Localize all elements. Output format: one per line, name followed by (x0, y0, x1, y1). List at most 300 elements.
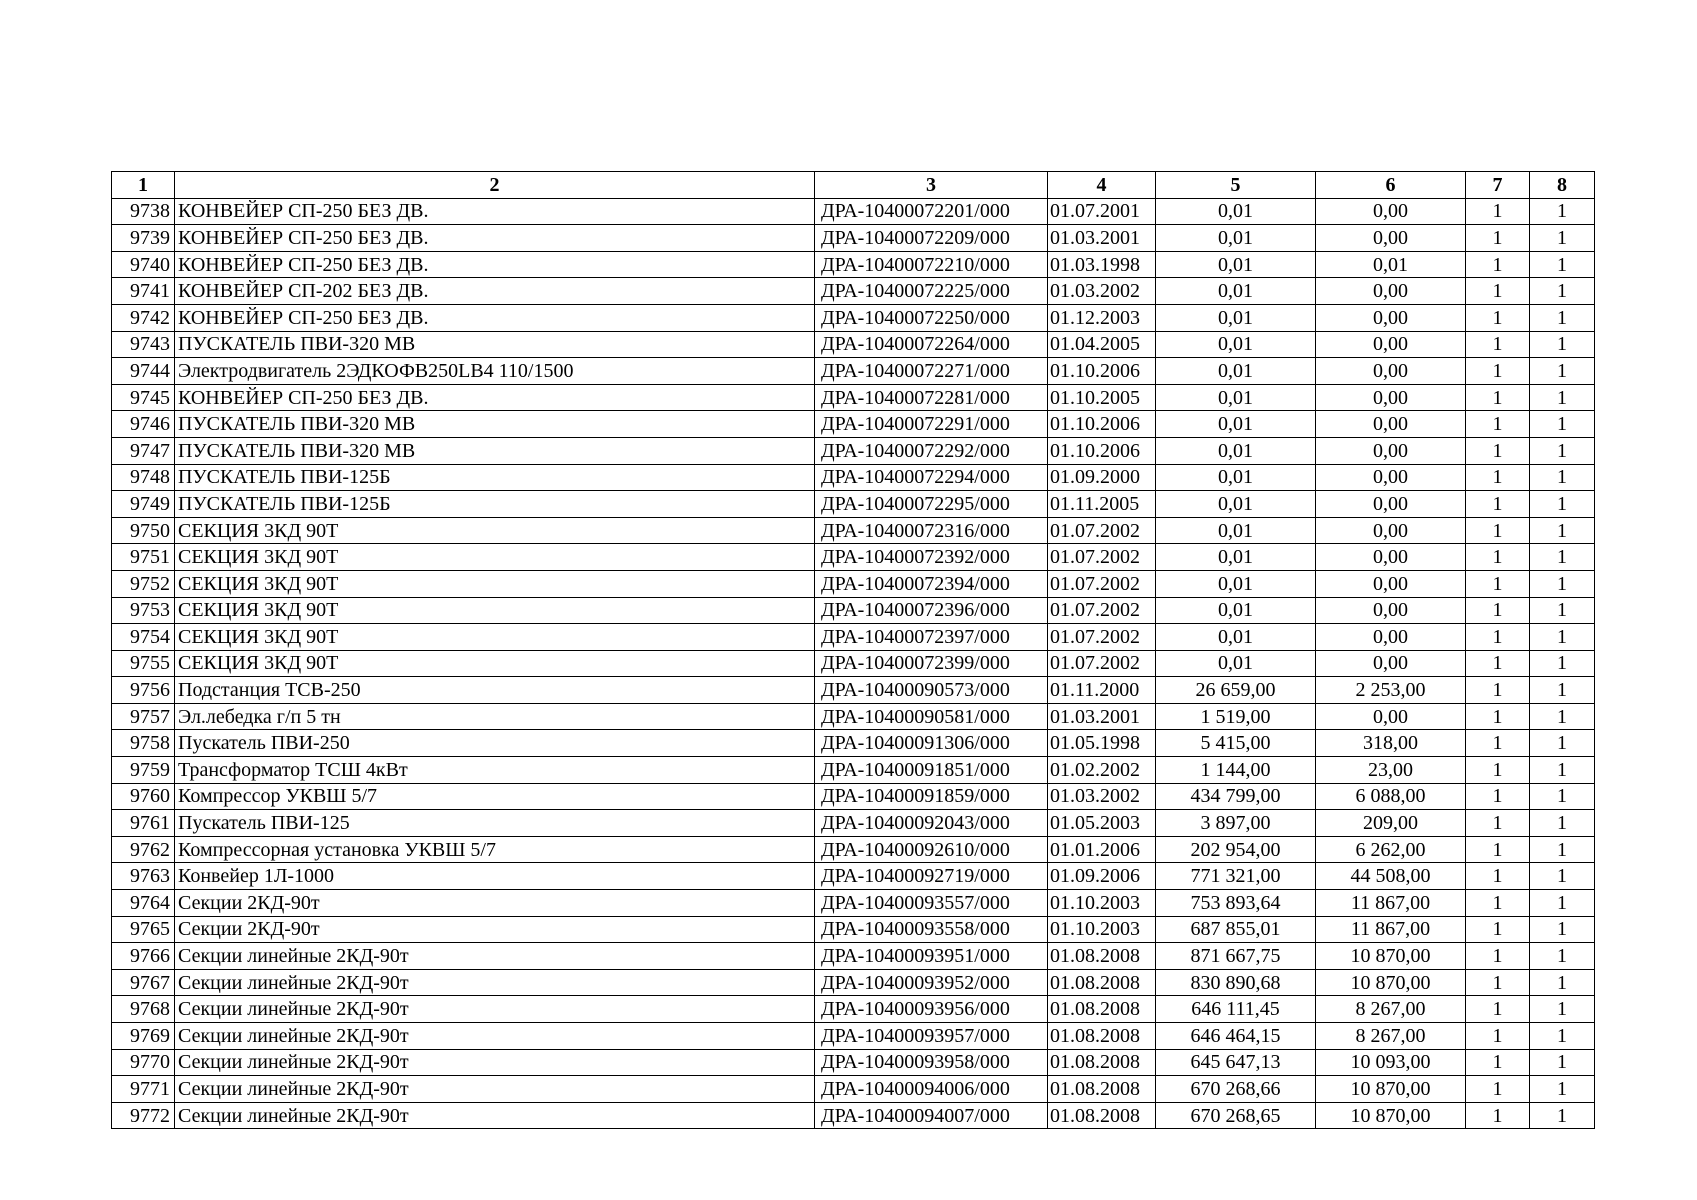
row-number-cell: 9748 (112, 464, 175, 491)
value-col8-cell: 1 (1530, 624, 1595, 651)
table-row (112, 464, 1595, 491)
value-col6-cell: 0,00 (1316, 597, 1466, 624)
table-row (112, 358, 1595, 385)
value-col6-cell: 0,00 (1316, 570, 1466, 597)
date-cell: 01.10.2006 (1048, 358, 1156, 385)
value-col5-cell: 670 268,65 (1156, 1102, 1316, 1129)
inventory-code-cell: ДРА-10400092610/000 (815, 836, 1048, 863)
table-row (112, 1049, 1595, 1076)
value-col5-cell: 26 659,00 (1156, 677, 1316, 704)
value-col5-cell: 0,01 (1156, 411, 1316, 438)
date-cell: 01.07.2002 (1048, 597, 1156, 624)
table-row (112, 491, 1595, 518)
table-row (112, 996, 1595, 1023)
value-col8-cell: 1 (1530, 437, 1595, 464)
value-col8-cell: 1 (1530, 783, 1595, 810)
table-row (112, 331, 1595, 358)
row-number-cell: 9769 (112, 1023, 175, 1050)
table-row (112, 943, 1595, 970)
date-cell: 01.04.2005 (1048, 331, 1156, 358)
item-name-cell: КОНВЕЙЕР СП-250 БЕЗ ДВ. (175, 384, 815, 411)
value-col8-cell: 1 (1530, 464, 1595, 491)
value-col6-cell: 0,00 (1316, 384, 1466, 411)
table-row (112, 437, 1595, 464)
row-number-cell: 9770 (112, 1049, 175, 1076)
value-col6-cell: 0,00 (1316, 650, 1466, 677)
row-number-cell: 9765 (112, 916, 175, 943)
date-cell: 01.03.2002 (1048, 783, 1156, 810)
value-col6-cell: 23,00 (1316, 757, 1466, 784)
value-col8-cell: 1 (1530, 916, 1595, 943)
item-name-cell: Секции 2КД-90т (175, 916, 815, 943)
table-row (112, 650, 1595, 677)
date-cell: 01.03.2001 (1048, 225, 1156, 252)
value-col6-cell: 11 867,00 (1316, 916, 1466, 943)
value-col8-cell: 1 (1530, 890, 1595, 917)
date-cell: 01.07.2002 (1048, 650, 1156, 677)
value-col7-cell: 1 (1466, 916, 1530, 943)
value-col7-cell: 1 (1466, 517, 1530, 544)
value-col7-cell: 1 (1466, 863, 1530, 890)
table-row (112, 836, 1595, 863)
value-col7-cell: 1 (1466, 969, 1530, 996)
column-header-2: 2 (175, 172, 815, 199)
date-cell: 01.08.2008 (1048, 969, 1156, 996)
inventory-code-cell: ДРА-10400072294/000 (815, 464, 1048, 491)
inventory-code-cell: ДРА-10400093952/000 (815, 969, 1048, 996)
value-col6-cell: 6 262,00 (1316, 836, 1466, 863)
value-col8-cell: 1 (1530, 251, 1595, 278)
date-cell: 01.08.2008 (1048, 943, 1156, 970)
value-col7-cell: 1 (1466, 836, 1530, 863)
table-row (112, 517, 1595, 544)
value-col6-cell: 10 870,00 (1316, 1076, 1466, 1103)
value-col6-cell: 0,00 (1316, 517, 1466, 544)
value-col6-cell: 6 088,00 (1316, 783, 1466, 810)
value-col5-cell: 646 464,15 (1156, 1023, 1316, 1050)
value-col6-cell: 10 093,00 (1316, 1049, 1466, 1076)
value-col5-cell: 0,01 (1156, 650, 1316, 677)
table-row (112, 411, 1595, 438)
value-col7-cell: 1 (1466, 1023, 1530, 1050)
value-col7-cell: 1 (1466, 437, 1530, 464)
row-number-cell: 9739 (112, 225, 175, 252)
value-col8-cell: 1 (1530, 198, 1595, 225)
value-col5-cell: 0,01 (1156, 358, 1316, 385)
table-row (112, 703, 1595, 730)
column-header-4: 4 (1048, 172, 1156, 199)
value-col6-cell: 0,00 (1316, 225, 1466, 252)
value-col6-cell: 11 867,00 (1316, 890, 1466, 917)
table-row (112, 304, 1595, 331)
value-col6-cell: 0,00 (1316, 624, 1466, 651)
value-col5-cell: 0,01 (1156, 304, 1316, 331)
date-cell: 01.07.2002 (1048, 570, 1156, 597)
table-row (112, 1023, 1595, 1050)
row-number-cell: 9749 (112, 491, 175, 518)
date-cell: 01.03.2001 (1048, 703, 1156, 730)
value-col7-cell: 1 (1466, 331, 1530, 358)
date-cell: 01.10.2003 (1048, 890, 1156, 917)
date-cell: 01.03.2002 (1048, 278, 1156, 305)
date-cell: 01.03.1998 (1048, 251, 1156, 278)
value-col5-cell: 0,01 (1156, 464, 1316, 491)
value-col7-cell: 1 (1466, 757, 1530, 784)
date-cell: 01.09.2000 (1048, 464, 1156, 491)
column-header-8: 8 (1530, 172, 1595, 199)
value-col8-cell: 1 (1530, 996, 1595, 1023)
row-number-cell: 9740 (112, 251, 175, 278)
value-col5-cell: 0,01 (1156, 437, 1316, 464)
item-name-cell: Трансформатор ТСШ 4кВт (175, 757, 815, 784)
item-name-cell: Пускатель ПВИ-125 (175, 810, 815, 837)
table-row (112, 916, 1595, 943)
item-name-cell: Электродвигатель 2ЭДКОФВ250LB4 110/1500 (175, 358, 815, 385)
row-number-cell: 9743 (112, 331, 175, 358)
row-number-cell: 9741 (112, 278, 175, 305)
value-col7-cell: 1 (1466, 1049, 1530, 1076)
row-number-cell: 9764 (112, 890, 175, 917)
value-col7-cell: 1 (1466, 358, 1530, 385)
row-number-cell: 9762 (112, 836, 175, 863)
item-name-cell: Секции линейные 2КД-90т (175, 1023, 815, 1050)
value-col6-cell: 10 870,00 (1316, 943, 1466, 970)
inventory-code-cell: ДРА-10400092043/000 (815, 810, 1048, 837)
value-col7-cell: 1 (1466, 783, 1530, 810)
value-col5-cell: 0,01 (1156, 517, 1316, 544)
item-name-cell: Секции линейные 2КД-90т (175, 996, 815, 1023)
value-col5-cell: 0,01 (1156, 198, 1316, 225)
date-cell: 01.02.2002 (1048, 757, 1156, 784)
row-number-cell: 9772 (112, 1102, 175, 1129)
item-name-cell: Секции линейные 2КД-90т (175, 943, 815, 970)
row-number-cell: 9746 (112, 411, 175, 438)
row-number-cell: 9754 (112, 624, 175, 651)
value-col5-cell: 830 890,68 (1156, 969, 1316, 996)
value-col5-cell: 0,01 (1156, 251, 1316, 278)
value-col5-cell: 871 667,75 (1156, 943, 1316, 970)
row-number-cell: 9744 (112, 358, 175, 385)
value-col6-cell: 0,00 (1316, 703, 1466, 730)
row-number-cell: 9747 (112, 437, 175, 464)
item-name-cell: Секции 2КД-90т (175, 890, 815, 917)
item-name-cell: СЕКЦИЯ 3КД 90Т (175, 597, 815, 624)
value-col6-cell: 44 508,00 (1316, 863, 1466, 890)
date-cell: 01.10.2006 (1048, 411, 1156, 438)
value-col7-cell: 1 (1466, 1102, 1530, 1129)
row-number-cell: 9752 (112, 570, 175, 597)
value-col7-cell: 1 (1466, 703, 1530, 730)
value-col8-cell: 1 (1530, 969, 1595, 996)
date-cell: 01.07.2001 (1048, 198, 1156, 225)
value-col6-cell: 0,00 (1316, 198, 1466, 225)
item-name-cell: Секции линейные 2КД-90т (175, 1049, 815, 1076)
item-name-cell: Секции линейные 2КД-90т (175, 1076, 815, 1103)
value-col8-cell: 1 (1530, 1076, 1595, 1103)
value-col7-cell: 1 (1466, 597, 1530, 624)
value-col7-cell: 1 (1466, 304, 1530, 331)
date-cell: 01.09.2006 (1048, 863, 1156, 890)
item-name-cell: Компрессор УКВШ 5/7 (175, 783, 815, 810)
table-row (112, 757, 1595, 784)
table-row (112, 570, 1595, 597)
value-col8-cell: 1 (1530, 650, 1595, 677)
value-col7-cell: 1 (1466, 624, 1530, 651)
inventory-code-cell: ДРА-10400072291/000 (815, 411, 1048, 438)
value-col6-cell: 0,00 (1316, 358, 1466, 385)
value-col8-cell: 1 (1530, 544, 1595, 571)
inventory-code-cell: ДРА-10400091859/000 (815, 783, 1048, 810)
item-name-cell: СЕКЦИЯ 3КД 90Т (175, 650, 815, 677)
value-col6-cell: 0,00 (1316, 278, 1466, 305)
value-col7-cell: 1 (1466, 730, 1530, 757)
item-name-cell: Пускатель ПВИ-250 (175, 730, 815, 757)
row-number-cell: 9763 (112, 863, 175, 890)
date-cell: 01.12.2003 (1048, 304, 1156, 331)
value-col7-cell: 1 (1466, 810, 1530, 837)
value-col8-cell: 1 (1530, 810, 1595, 837)
inventory-code-cell: ДРА-10400090573/000 (815, 677, 1048, 704)
column-header-3: 3 (815, 172, 1048, 199)
value-col7-cell: 1 (1466, 464, 1530, 491)
value-col5-cell: 771 321,00 (1156, 863, 1316, 890)
inventory-table (111, 171, 1595, 1129)
value-col5-cell: 0,01 (1156, 624, 1316, 651)
column-header-5: 5 (1156, 172, 1316, 199)
date-cell: 01.05.2003 (1048, 810, 1156, 837)
table-header-row (112, 172, 1595, 199)
value-col6-cell: 209,00 (1316, 810, 1466, 837)
inventory-sheet (111, 171, 1595, 1129)
column-header-7: 7 (1466, 172, 1530, 199)
value-col6-cell: 0,00 (1316, 544, 1466, 571)
row-number-cell: 9755 (112, 650, 175, 677)
table-row (112, 1076, 1595, 1103)
date-cell: 01.10.2006 (1048, 437, 1156, 464)
table-row (112, 597, 1595, 624)
row-number-cell: 9768 (112, 996, 175, 1023)
value-col7-cell: 1 (1466, 491, 1530, 518)
item-name-cell: ПУСКАТЕЛЬ ПВИ-125Б (175, 464, 815, 491)
value-col8-cell: 1 (1530, 1023, 1595, 1050)
value-col5-cell: 670 268,66 (1156, 1076, 1316, 1103)
row-number-cell: 9751 (112, 544, 175, 571)
item-name-cell: КОНВЕЙЕР СП-250 БЕЗ ДВ. (175, 198, 815, 225)
table-row (112, 677, 1595, 704)
inventory-code-cell: ДРА-10400093956/000 (815, 996, 1048, 1023)
date-cell: 01.05.1998 (1048, 730, 1156, 757)
value-col5-cell: 0,01 (1156, 331, 1316, 358)
value-col6-cell: 10 870,00 (1316, 969, 1466, 996)
row-number-cell: 9756 (112, 677, 175, 704)
value-col8-cell: 1 (1530, 863, 1595, 890)
row-number-cell: 9758 (112, 730, 175, 757)
row-number-cell: 9742 (112, 304, 175, 331)
date-cell: 01.11.2005 (1048, 491, 1156, 518)
table-row (112, 730, 1595, 757)
date-cell: 01.11.2000 (1048, 677, 1156, 704)
value-col5-cell: 0,01 (1156, 544, 1316, 571)
value-col6-cell: 0,00 (1316, 411, 1466, 438)
table-row (112, 863, 1595, 890)
value-col5-cell: 0,01 (1156, 278, 1316, 305)
item-name-cell: ПУСКАТЕЛЬ ПВИ-320 МВ (175, 437, 815, 464)
item-name-cell: ПУСКАТЕЛЬ ПВИ-320 МВ (175, 411, 815, 438)
row-number-cell: 9761 (112, 810, 175, 837)
inventory-code-cell: ДРА-10400072281/000 (815, 384, 1048, 411)
value-col8-cell: 1 (1530, 677, 1595, 704)
value-col8-cell: 1 (1530, 570, 1595, 597)
date-cell: 01.08.2008 (1048, 1049, 1156, 1076)
inventory-code-cell: ДРА-10400090581/000 (815, 703, 1048, 730)
value-col8-cell: 1 (1530, 304, 1595, 331)
item-name-cell: Секции линейные 2КД-90т (175, 1102, 815, 1129)
date-cell: 01.08.2008 (1048, 1023, 1156, 1050)
value-col5-cell: 0,01 (1156, 597, 1316, 624)
value-col8-cell: 1 (1530, 331, 1595, 358)
inventory-code-cell: ДРА-10400093558/000 (815, 916, 1048, 943)
table-row (112, 969, 1595, 996)
table-row (112, 1102, 1595, 1129)
value-col8-cell: 1 (1530, 730, 1595, 757)
value-col8-cell: 1 (1530, 1049, 1595, 1076)
item-name-cell: КОНВЕЙЕР СП-250 БЕЗ ДВ. (175, 225, 815, 252)
value-col8-cell: 1 (1530, 703, 1595, 730)
item-name-cell: КОНВЕЙЕР СП-202 БЕЗ ДВ. (175, 278, 815, 305)
item-name-cell: ПУСКАТЕЛЬ ПВИ-320 МВ (175, 331, 815, 358)
value-col8-cell: 1 (1530, 1102, 1595, 1129)
inventory-code-cell: ДРА-10400092719/000 (815, 863, 1048, 890)
row-number-cell: 9757 (112, 703, 175, 730)
inventory-code-cell: ДРА-10400072396/000 (815, 597, 1048, 624)
value-col5-cell: 202 954,00 (1156, 836, 1316, 863)
value-col5-cell: 5 415,00 (1156, 730, 1316, 757)
inventory-code-cell: ДРА-10400093958/000 (815, 1049, 1048, 1076)
date-cell: 01.07.2002 (1048, 517, 1156, 544)
item-name-cell: СЕКЦИЯ 3КД 90Т (175, 517, 815, 544)
row-number-cell: 9750 (112, 517, 175, 544)
item-name-cell: СЕКЦИЯ 3КД 90Т (175, 570, 815, 597)
table-body (112, 198, 1595, 1129)
inventory-code-cell: ДРА-10400072250/000 (815, 304, 1048, 331)
value-col7-cell: 1 (1466, 677, 1530, 704)
value-col8-cell: 1 (1530, 278, 1595, 305)
inventory-code-cell: ДРА-10400091851/000 (815, 757, 1048, 784)
value-col7-cell: 1 (1466, 251, 1530, 278)
value-col7-cell: 1 (1466, 570, 1530, 597)
value-col8-cell: 1 (1530, 225, 1595, 252)
value-col7-cell: 1 (1466, 544, 1530, 571)
value-col6-cell: 0,00 (1316, 437, 1466, 464)
value-col7-cell: 1 (1466, 996, 1530, 1023)
value-col7-cell: 1 (1466, 890, 1530, 917)
date-cell: 01.01.2006 (1048, 836, 1156, 863)
value-col7-cell: 1 (1466, 278, 1530, 305)
date-cell: 01.07.2002 (1048, 624, 1156, 651)
value-col5-cell: 3 897,00 (1156, 810, 1316, 837)
table-row (112, 198, 1595, 225)
inventory-code-cell: ДРА-10400072292/000 (815, 437, 1048, 464)
item-name-cell: Конвейер 1Л-1000 (175, 863, 815, 890)
inventory-code-cell: ДРА-10400072210/000 (815, 251, 1048, 278)
value-col6-cell: 2 253,00 (1316, 677, 1466, 704)
column-header-6: 6 (1316, 172, 1466, 199)
item-name-cell: Компрессорная установка УКВШ 5/7 (175, 836, 815, 863)
value-col6-cell: 0,00 (1316, 304, 1466, 331)
inventory-code-cell: ДРА-10400072225/000 (815, 278, 1048, 305)
item-name-cell: КОНВЕЙЕР СП-250 БЕЗ ДВ. (175, 251, 815, 278)
inventory-code-cell: ДРА-10400072394/000 (815, 570, 1048, 597)
inventory-code-cell: ДРА-10400091306/000 (815, 730, 1048, 757)
item-name-cell: ПУСКАТЕЛЬ ПВИ-125Б (175, 491, 815, 518)
value-col8-cell: 1 (1530, 836, 1595, 863)
value-col5-cell: 434 799,00 (1156, 783, 1316, 810)
date-cell: 01.08.2008 (1048, 996, 1156, 1023)
date-cell: 01.10.2003 (1048, 916, 1156, 943)
value-col5-cell: 0,01 (1156, 384, 1316, 411)
value-col5-cell: 646 111,45 (1156, 996, 1316, 1023)
date-cell: 01.10.2005 (1048, 384, 1156, 411)
value-col5-cell: 0,01 (1156, 491, 1316, 518)
table-row (112, 225, 1595, 252)
value-col7-cell: 1 (1466, 225, 1530, 252)
value-col5-cell: 0,01 (1156, 225, 1316, 252)
value-col6-cell: 0,00 (1316, 491, 1466, 518)
table-row (112, 278, 1595, 305)
value-col5-cell: 0,01 (1156, 570, 1316, 597)
inventory-code-cell: ДРА-10400072399/000 (815, 650, 1048, 677)
value-col5-cell: 645 647,13 (1156, 1049, 1316, 1076)
value-col5-cell: 1 519,00 (1156, 703, 1316, 730)
row-number-cell: 9745 (112, 384, 175, 411)
inventory-code-cell: ДРА-10400072392/000 (815, 544, 1048, 571)
value-col8-cell: 1 (1530, 411, 1595, 438)
value-col7-cell: 1 (1466, 1076, 1530, 1103)
value-col6-cell: 8 267,00 (1316, 1023, 1466, 1050)
table-row (112, 624, 1595, 651)
value-col8-cell: 1 (1530, 491, 1595, 518)
inventory-code-cell: ДРА-10400072209/000 (815, 225, 1048, 252)
table-row (112, 890, 1595, 917)
date-cell: 01.08.2008 (1048, 1076, 1156, 1103)
item-name-cell: СЕКЦИЯ 3КД 90Т (175, 544, 815, 571)
table-row (112, 544, 1595, 571)
value-col7-cell: 1 (1466, 943, 1530, 970)
value-col6-cell: 10 870,00 (1316, 1102, 1466, 1129)
date-cell: 01.08.2008 (1048, 1102, 1156, 1129)
inventory-code-cell: ДРА-10400072201/000 (815, 198, 1048, 225)
value-col6-cell: 8 267,00 (1316, 996, 1466, 1023)
value-col8-cell: 1 (1530, 597, 1595, 624)
table-row (112, 251, 1595, 278)
value-col6-cell: 318,00 (1316, 730, 1466, 757)
value-col7-cell: 1 (1466, 411, 1530, 438)
item-name-cell: КОНВЕЙЕР СП-250 БЕЗ ДВ. (175, 304, 815, 331)
value-col6-cell: 0,01 (1316, 251, 1466, 278)
inventory-code-cell: ДРА-10400094007/000 (815, 1102, 1048, 1129)
row-number-cell: 9766 (112, 943, 175, 970)
inventory-code-cell: ДРА-10400072295/000 (815, 491, 1048, 518)
item-name-cell: Секции линейные 2КД-90т (175, 969, 815, 996)
table-row (112, 783, 1595, 810)
row-number-cell: 9759 (112, 757, 175, 784)
table-row (112, 810, 1595, 837)
value-col7-cell: 1 (1466, 198, 1530, 225)
item-name-cell: Подстанция ТСВ-250 (175, 677, 815, 704)
date-cell: 01.07.2002 (1048, 544, 1156, 571)
value-col8-cell: 1 (1530, 757, 1595, 784)
value-col7-cell: 1 (1466, 384, 1530, 411)
